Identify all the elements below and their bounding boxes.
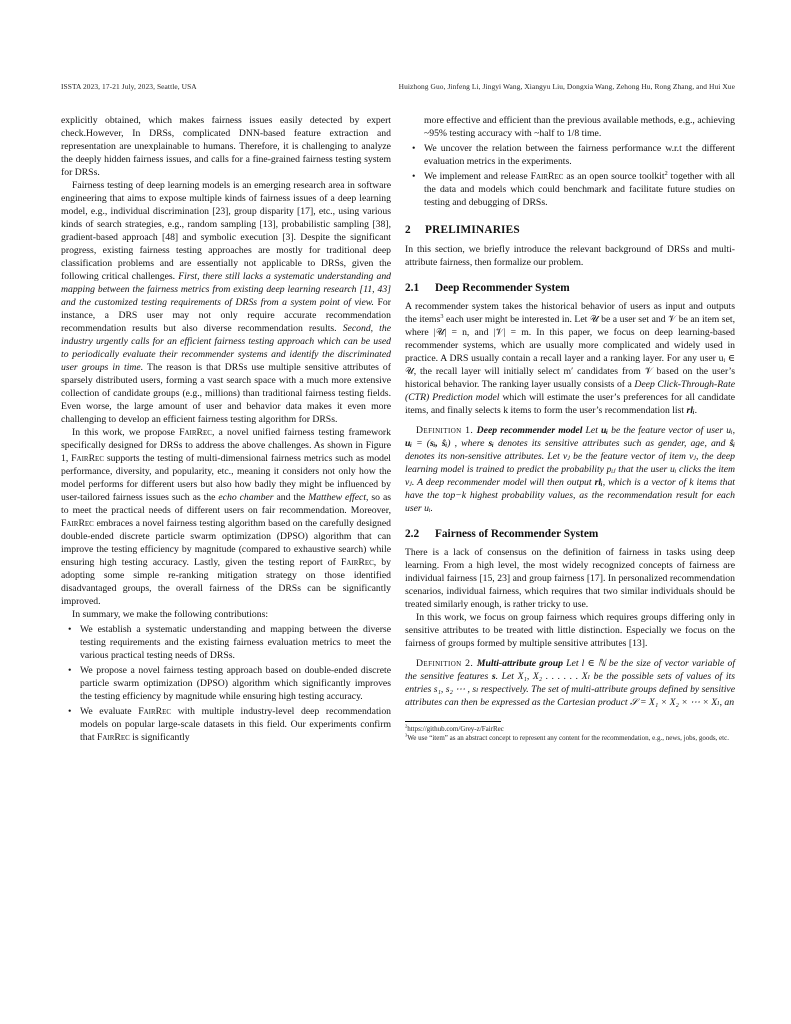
definition: Definition 2. Multi-attribute group Let l ∈ ℕ be the size of vector variable of the sensitive features s. Let X₁, X₂ . . . . . . Xₗ be the possible sets of values of its entries s₁, s₂ ⋯ , sₗ respectively. The set of multi-attribute groups defined by sensitive attributes can then be expressed as the Cartesian product 𝒮 = X₁ × X₂ × ⋯ × Xₗ, an: [405, 658, 736, 708]
bullet-item: • We implement and release FairRec as an open source toolkit$^2$ together with all the data and models which could benchmark and facilitate future studies on testing and debugging of DRSs.: [412, 169, 735, 208]
running-header: [61, 82, 735, 91]
left-column: [61, 114, 391, 744]
footnote: $^3$We use “item” as an abstract concept to represent any content for the recommendation, e.g., news, jobs, goods, etc.: [405, 732, 729, 742]
bullet-marker-icon: •: [68, 665, 72, 676]
paragraph: Fairness testing of deep learning models is an emerging research area in software engineering that aims to expose multiple kinds of fairness issues of a deep learning model, e.g., individual discrimination [23], group disparity [17], etc., using various kinds of search strategies, e.g., random sampling [13], probabilistic sampling [38], gradient-based approach [48] and symbolic execution [3]. Despite the significant progress, existing fairness testing approaches are mostly for traditional deep classification problems and are essentially not applicable to DRSs, given the following critical challenges. First, there still lacks a systematic understanding and mapping between the fairness metrics from existing deep learning research [11, 43] and the customized testing requirements of DRSs from a system point of view. For instance, a DRS user may not only require accurate recommendation recommendation results but also diverse recommendation results. Second, the industry urgently calls for an efficient fairness testing approach which can be used to periodically evaluate their recommender systems and identify the discriminated user groups in time. The reason is that DRSs use multiple sensitive attributes of sparsely distributed users, forming a vast search space with a much more extensive collection of candidate groups (e.g., millions) than traditional fairness testing fields. Even worse, the large amount of user and behavior data makes it even more challenging to develop an efficient fairness testing algorithm for DRSs.: [61, 180, 392, 425]
bullet-marker-icon: •: [68, 706, 72, 717]
authors-header: Huizhong Guo, Jinfeng Li, Jingyi Wang, Xiangyu Liu, Dongxia Wang, Zehong Hu, Rong Zhang, and Hui Xue: [398, 82, 735, 91]
section-heading: [405, 282, 735, 295]
bullet-marker-icon: •: [68, 624, 72, 635]
bullet-item: • We uncover the relation between the fairness performance w.r.t the different evaluation metrics in the experiments.: [412, 143, 735, 167]
paragraph: There is a lack of consensus on the definition of fairness in tasks using deep learning. From a high level, the most widely recognized concepts of fairness are individual fairness [15, 23] and group fairness [17]. In personalized recommendation scenarios, individual fairness, which requires that two similar individuals should be treated similarly enough, is rather tricky to use.: [405, 547, 735, 610]
footnote-link[interactable]: $^2$https://github.com/Grey-z/FairRec: [405, 723, 504, 733]
bullet-marker-icon: •: [412, 143, 416, 154]
heading-title: Deep Recommender System: [435, 282, 570, 294]
section-heading: [405, 528, 735, 541]
bullet-item: • We propose a novel fairness testing approach based on double-ended discrete particle swarm optimization (DPSO) algorithm which significantly improves the testing efficiency by magnitude while ensuring high testing accuracy.: [68, 665, 391, 702]
heading-number: 2.2: [405, 528, 420, 540]
section-heading: [405, 224, 735, 237]
paragraph: explicitly obtained, which makes fairness issues easily detected by expert check.However, In DRSs, complicated DNN-based feature extraction and representation are unexplainable to humans. Therefore, it is challenging to analyze the deeply hidden fairness issues, and calls for a fine-grained fairness testing system for DRSs.: [61, 115, 391, 178]
paragraph: In summary, we make the following contributions:: [72, 609, 269, 620]
footnote-rule: [405, 721, 501, 722]
definition: Definition 1. Deep recommender model Let uᵢ be the feature vector of user uᵢ, uᵢ = (sᵢ, ŝᵢ) , where sᵢ denotes its sensitive attributes such as gender, age, and ŝᵢ denotes its non-sensitive attributes. Let vⱼ be the feature vector of item vⱼ, the deep learning model is trained to predict the probability pᵢⱼ that the user uᵢ clicks the item vⱼ. A deep recommender model will then output rlᵢ, which is a vector of k items that have the top−k highest probability values, as the recommendation result for each user uᵢ.: [405, 425, 736, 514]
bullet-item: • We evaluate FairRec with multiple industry-level deep recommendation models on popular large-scale datasets in this field. Our experiments confirm that FairRec is significantly: [68, 706, 392, 743]
right-column: [405, 114, 735, 744]
two-column-body: [61, 114, 735, 744]
paragraph: more effective and efficient than the previous available methods, e.g., achieving ~95% testing accuracy with ~half to 1/8 time.: [424, 115, 735, 139]
bullet-marker-icon: •: [412, 171, 416, 182]
heading-number: 2.1: [405, 282, 420, 294]
paragraph: In this section, we briefly introduce the relevant background of DRSs and multi-attribute fairness, then formalize our problem.: [405, 244, 735, 268]
conference-info: ISSTA 2023, 17-21 July, 2023, Seattle, USA: [61, 82, 197, 91]
heading-title: PRELIMINARIES: [425, 224, 520, 236]
heading-number: 2: [405, 224, 411, 236]
paragraph: In this work, we propose FairRec, a novel unified fairness testing framework specifically designed for DRSs to address the above challenges. As shown in Figure 1, FairRec supports the testing of multi-dimensional fairness metrics such as model performance, diversity, and popularity, etc., meaning it considers not only how the model performs for different users but also how badly they might be influenced by user-tailored fairness issues such as the echo chamber and the Matthew effect, so as to meet the practical needs of different users on fair recommendation. Moreover, FairRec embraces a novel fairness testing algorithm based on the carefully designed double-ended discrete particle swarm optimization (DPSO) algorithm that can improve the testing efficiency by magnitude (compared to exhaustive search) while ensuring high testing accuracy. Lastly, given the testing report of FairRec, by adopting some simple re-ranking mitigation strategy on those identified disadvantaged groups, the overall fairness of the DRSs can be significantly improved.: [61, 427, 392, 607]
paragraph: In this work, we focus on group fairness which requires groups differing only in sensitive attributes to be treated with little distinction. Especially we focus on the fairness of groups formed by multiple sensitive attributes [13].: [405, 612, 735, 649]
bullet-item: • We establish a systematic understanding and mapping between the diverse testing requirements and the existing fairness evaluation metrics to meet the various practical testing needs of DRSs.: [68, 624, 391, 661]
heading-title: Fairness of Recommender System: [435, 528, 599, 540]
paragraph: A recommender system takes the historical behavior of users as input and outputs the items$^3$ each user might be interested in. Let 𝒰 be a user set and 𝒱 be an item set, where |𝒰| = n, and |𝒱| = m. In this paper, we focus on deep learning-based recommender systems, which are usually more complicated and widely used in practice. A DRS usually contain a recall layer and a ranking layer. For any user uᵢ ∈ 𝒰, the recall layer will initially select m′ candidates from 𝒱 based on the user’s historical behavior. The ranking layer usually consists of a Deep Click-Through-Rate (CTR) Prediction model which will estimate the user’s preferences for all candidate items, and finally selects k items to form the user’s recommendation list rlᵢ.: [405, 301, 735, 416]
